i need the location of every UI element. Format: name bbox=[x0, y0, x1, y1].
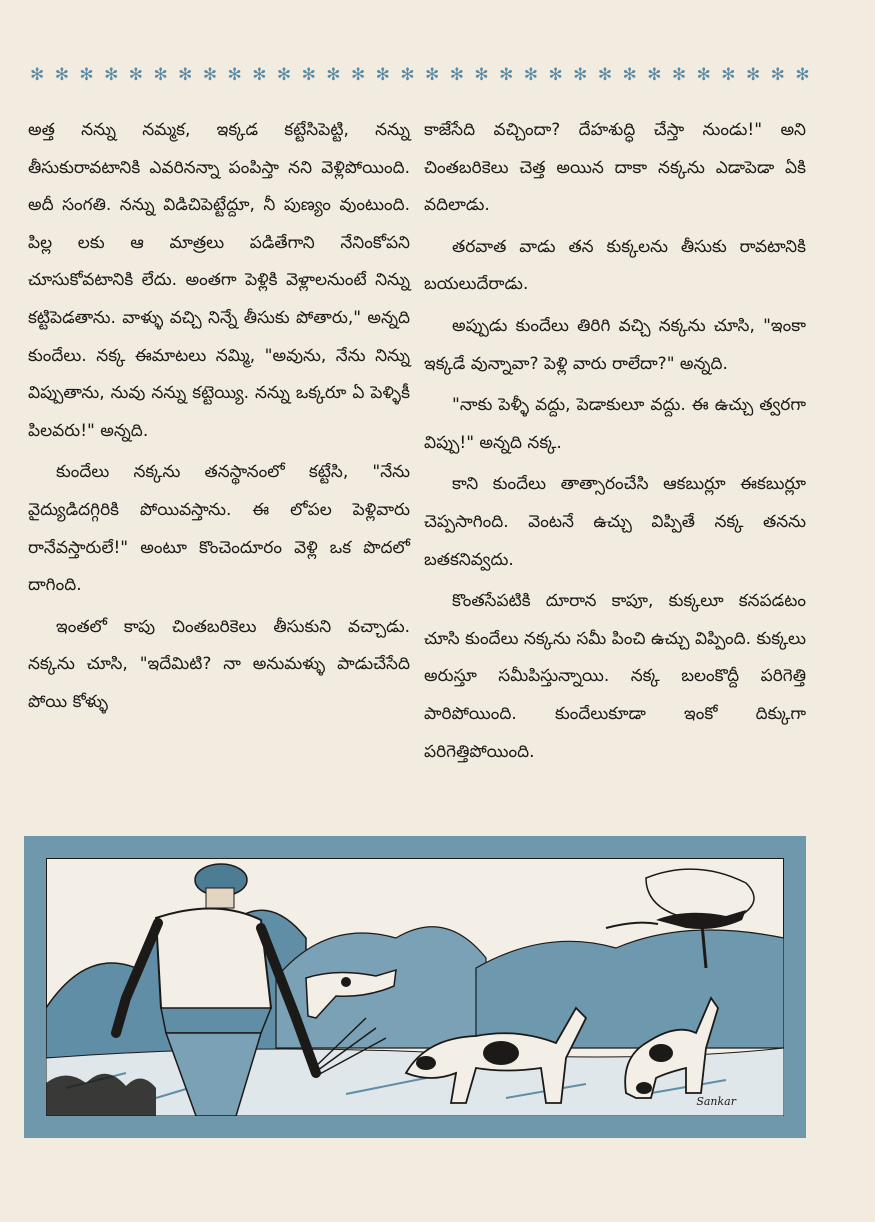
star-flower-icon: ✻ bbox=[252, 65, 267, 85]
artist-signature: Sankar bbox=[696, 1095, 736, 1108]
star-flower-icon: ✻ bbox=[548, 65, 563, 85]
star-flower-icon: ✻ bbox=[647, 65, 662, 85]
story-paragraph: "నాకు పెళ్ళీ వద్దు, పెడాకులూ వద్దు. ఈ ఉచ్చు త్వరగా విప్పు!" అన్నది నక్క. bbox=[424, 395, 806, 453]
star-flower-icon: ✻ bbox=[202, 65, 218, 85]
star-flower-icon: ✻ bbox=[227, 65, 242, 85]
star-flower-icon: ✻ bbox=[696, 65, 711, 85]
left-text-column bbox=[28, 112, 410, 722]
star-flower-icon: ✻ bbox=[326, 65, 341, 85]
story-paragraph: అప్పుడు కుందేలు తిరిగి వచ్చి నక్కను చూసి, "ఇంకా ఇక్కడే వున్నావా? పెళ్లి వారు రాలేదా?" అన్నది. bbox=[424, 315, 806, 374]
star-flower-icon: ✻ bbox=[474, 65, 489, 85]
star-flower-icon: ✻ bbox=[276, 65, 292, 85]
story-paragraph: అత్త నన్ను నమ్మక, ఇక్కడ కట్టేసిపెట్టి, నన్ను తీసుకురావటానికి ఎవరినన్నా పంపిస్తా నని వెళ్లిపోయింది. అదీ సంగతి. నన్ను విడిచిపెట్టేద్దూ, నీ పుణ్యం వుంటుంది. పిల్ల లకు ఆ మాత్రలు పడితేగాని నేనింకోపని చూసుకోవటానికి లేదు. అంతగా పెళ్లికి వెళ్లాలనుంటే నిన్ను కట్టిపెడతాను. వాళ్ళు వచ్చి నిన్నే తీసుకు పోతారు," అన్నది కుందేలు. నక్క ఈమాటలు నమ్మి, "అవును, నేను నిన్ను విప్పుతాను, నువు నన్ను కట్టెయ్యి. నన్ను ఒక్కరూ ఏ పెళ్ళికీ పిలవరు!" అన్నది. bbox=[28, 120, 410, 441]
star-flower-icon: ✻ bbox=[400, 65, 415, 85]
star-flower-icon: ✻ bbox=[770, 65, 785, 85]
star-flower-icon: ✻ bbox=[178, 65, 193, 85]
star-flower-icon: ✻ bbox=[721, 65, 736, 85]
star-flower-icon: ✻ bbox=[30, 65, 45, 85]
star-flower-icon: ✻ bbox=[54, 65, 69, 85]
plant-cluster bbox=[46, 1074, 156, 1116]
story-paragraph: కాజేసేది వచ్చిందా? దేహశుద్ధి చేస్తా నుండు!" అని చింతబరికెలు చెత్త అయిన దాకా నక్కను ఎడాపెడా ఏకి వదిలాడు. bbox=[424, 120, 806, 216]
story-paragraph: తరవాత వాడు తన కుక్కలను తీసుకు రావటానికి బయలుదేరాడు. bbox=[424, 236, 806, 295]
star-flower-icon: ✻ bbox=[745, 65, 761, 85]
decorative-border bbox=[30, 64, 810, 86]
star-flower-icon: ✻ bbox=[795, 65, 810, 85]
story-paragraph: కుందేలు నక్కను తనస్థానంలో కట్టేసి, "నేను వైద్యుడిదగ్గిరికి పోయివస్తాను. ఈ లోపల పెళ్లివారు రానేవస్తారులే!" అంటూ కొంచెందూరం వెళ్లి ఒక పొదలో దాగింది. bbox=[28, 462, 410, 596]
star-flower-icon: ✻ bbox=[425, 65, 440, 85]
star-flower-icon: ✻ bbox=[350, 65, 366, 85]
star-flower-icon: ✻ bbox=[153, 65, 168, 85]
star-flower-icon: ✻ bbox=[375, 65, 390, 85]
story-paragraph: ఇంతలో కాపు చింతబరికెలు తీసుకుని వచ్చాడు. నక్కను చూసి, "ఇదేమిటి? నా అనుమళ్ళు పాడుచేసేది పోయి కోళ్ళు bbox=[28, 616, 410, 712]
star-flower-icon: ✻ bbox=[128, 65, 143, 85]
right-text-column bbox=[424, 112, 806, 771]
story-paragraph: కాని కుందేలు తాత్సారంచేసి ఆకబుర్లూ ఈకబుర్లూ చెప్పసాగింది. వెంటనే ఉచ్చు విప్పితే నక్క తనను బతకనివ్వదు. bbox=[424, 474, 806, 570]
star-flower-icon: ✻ bbox=[499, 65, 514, 85]
star-flower-icon: ✻ bbox=[104, 65, 119, 85]
story-paragraph: కొంతసేపటికి దూరాన కాపూ, కుక్కలూ కనపడటం చూసి కుందేలు నక్కను సమీ పించి ఉచ్చు విప్పింది. కుక్కలు అరుస్తూ సమీపిస్తున్నాయి. నక్క బలంకొద్దీ పరిగెత్తి పారిపోయింది. కుందేలుకూడా ఇంకో దిక్కుగా పరిగెత్తిపోయింది. bbox=[424, 591, 806, 762]
star-flower-icon: ✻ bbox=[573, 65, 588, 85]
star-flower-icon: ✻ bbox=[523, 65, 538, 85]
star-flower-icon: ✻ bbox=[671, 65, 687, 85]
star-flower-icon: ✻ bbox=[622, 65, 637, 85]
star-flower-icon: ✻ bbox=[301, 65, 316, 85]
bush-cluster bbox=[476, 930, 784, 1048]
star-flower-icon: ✻ bbox=[79, 65, 94, 85]
star-flower-icon: ✻ bbox=[597, 65, 613, 85]
story-illustration bbox=[24, 836, 806, 1138]
farmer-and-dogs-scene bbox=[46, 858, 784, 1116]
star-flower-icon: ✻ bbox=[449, 65, 464, 85]
